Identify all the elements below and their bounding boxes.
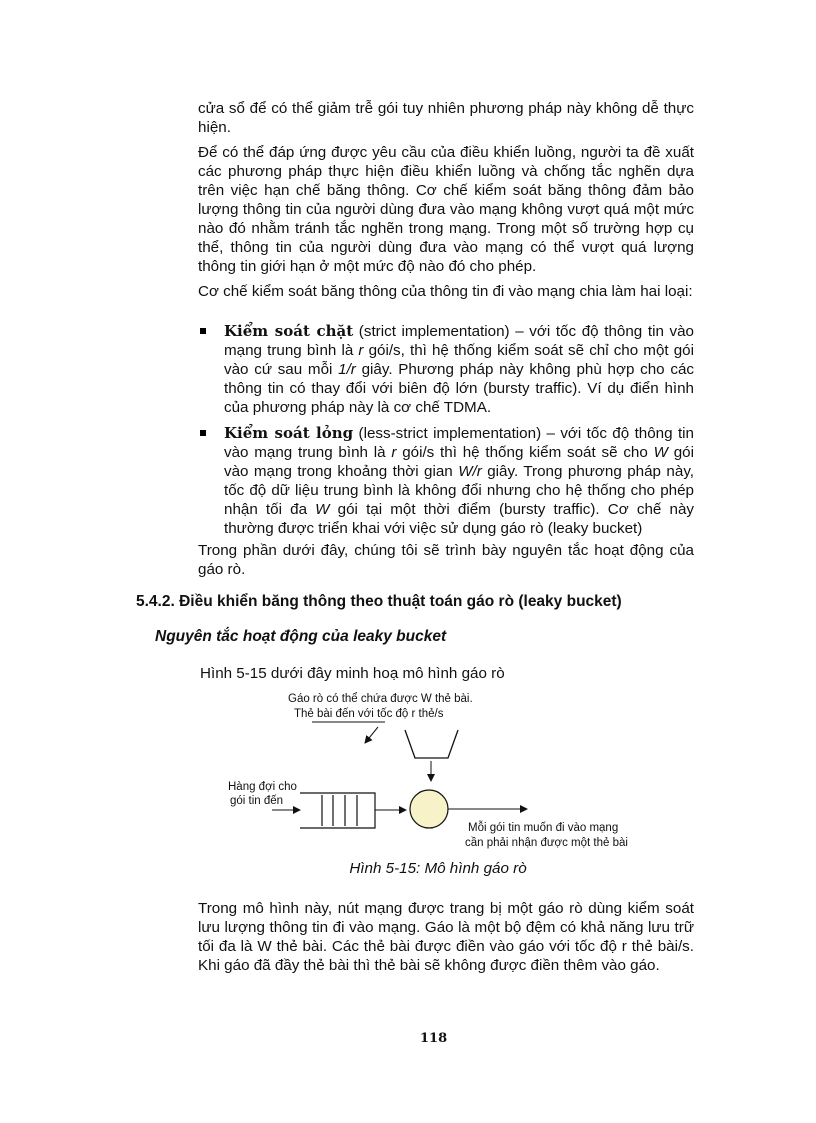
bullet-square-icon xyxy=(200,430,206,436)
output-label-line1: Mỗi gói tin muốn đi vào mạng xyxy=(468,822,619,834)
output-label-line2: cần phải nhận được một thẻ bài xyxy=(465,837,628,849)
paragraph-leaky-intro: Trong phần dưới đây, chúng tôi sẽ trình bày nguyên tắc hoạt động của gáo rò. xyxy=(198,542,694,578)
network-node xyxy=(410,790,448,828)
paragraph-leaky-description: Trong mô hình này, nút mạng được trang bị một gáo rò dùng kiểm soát lưu lượng thông tin đi vào mạng. Gáo là một bộ đệm có khả năng lưu trữ tối đa là W thẻ bài. Các thẻ bài được điền vào gáo với tốc độ r thẻ bài/s. Khi gáo đã đầy thẻ bài thì thẻ bài sẽ không được điền thêm vào gáo. xyxy=(198,900,694,974)
subsection-heading: Nguyên tắc hoạt động của leaky bucket xyxy=(155,628,447,645)
token-rate-label: Thẻ bài đến với tốc độ r thẻ/s xyxy=(294,708,444,720)
term-less-strict: Kiểm soát lỏng xyxy=(224,424,354,442)
packet-queue xyxy=(300,793,375,828)
section-heading: 5.4.2. Điều khiển băng thông theo thuật toán gáo rò (leaky bucket) xyxy=(136,593,622,610)
queue-label-line1: Hàng đợi cho xyxy=(228,781,297,793)
bucket-capacity-label: Gáo rò có thể chứa được W thẻ bài. xyxy=(288,693,473,705)
bucket-icon xyxy=(405,730,458,758)
list-item-strict: Kiểm soát chặt (strict implementation) – với tốc độ thông tin vào mạng trung bình là r gói/s, thì hệ thống kiểm soát sẽ chỉ cho một gói vào cứ sau mỗi 1/r giây. Phương pháp này không phù hợp cho các thông tin có thay đổi với biên độ lớn (bursty traffic). Ví dụ điển hình của phương pháp này là cơ chế TDMA. xyxy=(198,322,694,417)
paragraph-window-delay: cửa sổ để có thể giảm trễ gói tuy nhiên phương pháp này không dễ thực hiện. xyxy=(198,100,694,136)
paragraph-bandwidth-control: Để có thể đáp ứng được yêu cầu của điều khiển luồng, người ta đề xuất các phương pháp thực hiện điều khiển luồng và chống tắc nghẽn dựa trên việc hạn chế băng thông. Cơ chế kiểm soát băng thông đảm bảo lượng thông tin của người dùng đưa vào mạng không vượt quá một mức nào đó nhằm tránh tắc nghẽn trong mạng. Trong một số trường hợp cụ thể, thông tin của người dùng đưa vào mạng có thể vượt quá lượng thông tin giới hạn ở một mức độ nào đó cho phép. xyxy=(198,144,694,275)
bullet-square-icon xyxy=(200,328,206,334)
term-strict: Kiểm soát chặt xyxy=(224,322,354,340)
figure-intro: Hình 5-15 dưới đây minh hoạ mô hình gáo rò xyxy=(200,665,505,682)
paragraph-control-types: Cơ chế kiểm soát băng thông của thông tin đi vào mạng chia làm hai loại: xyxy=(198,283,693,300)
page-number: 118 xyxy=(420,1031,448,1046)
token-arrow xyxy=(365,727,378,743)
queue-label-line2: gói tin đến xyxy=(230,795,284,807)
control-type-list xyxy=(198,322,694,538)
list-item-less-strict: Kiểm soát lỏng (less-strict implementation) – với tốc độ thông tin vào mạng trung bình là r gói/s thì hệ thống kiểm soát sẽ cho W gói vào mạng trong khoảng thời gian W/r giây. Trong phương pháp này, tốc độ dữ liệu trung bình là không đổi nhưng cho hệ thống cho phép nhận tối đa W gói tại một thời điểm (bursty traffic). Cơ chế này thường được triển khai với việc sử dụng gáo rò (leaky bucket) xyxy=(198,424,694,538)
figure-caption: Hình 5-15: Mô hình gáo rò xyxy=(349,860,527,877)
leaky-bucket-diagram xyxy=(200,685,680,855)
